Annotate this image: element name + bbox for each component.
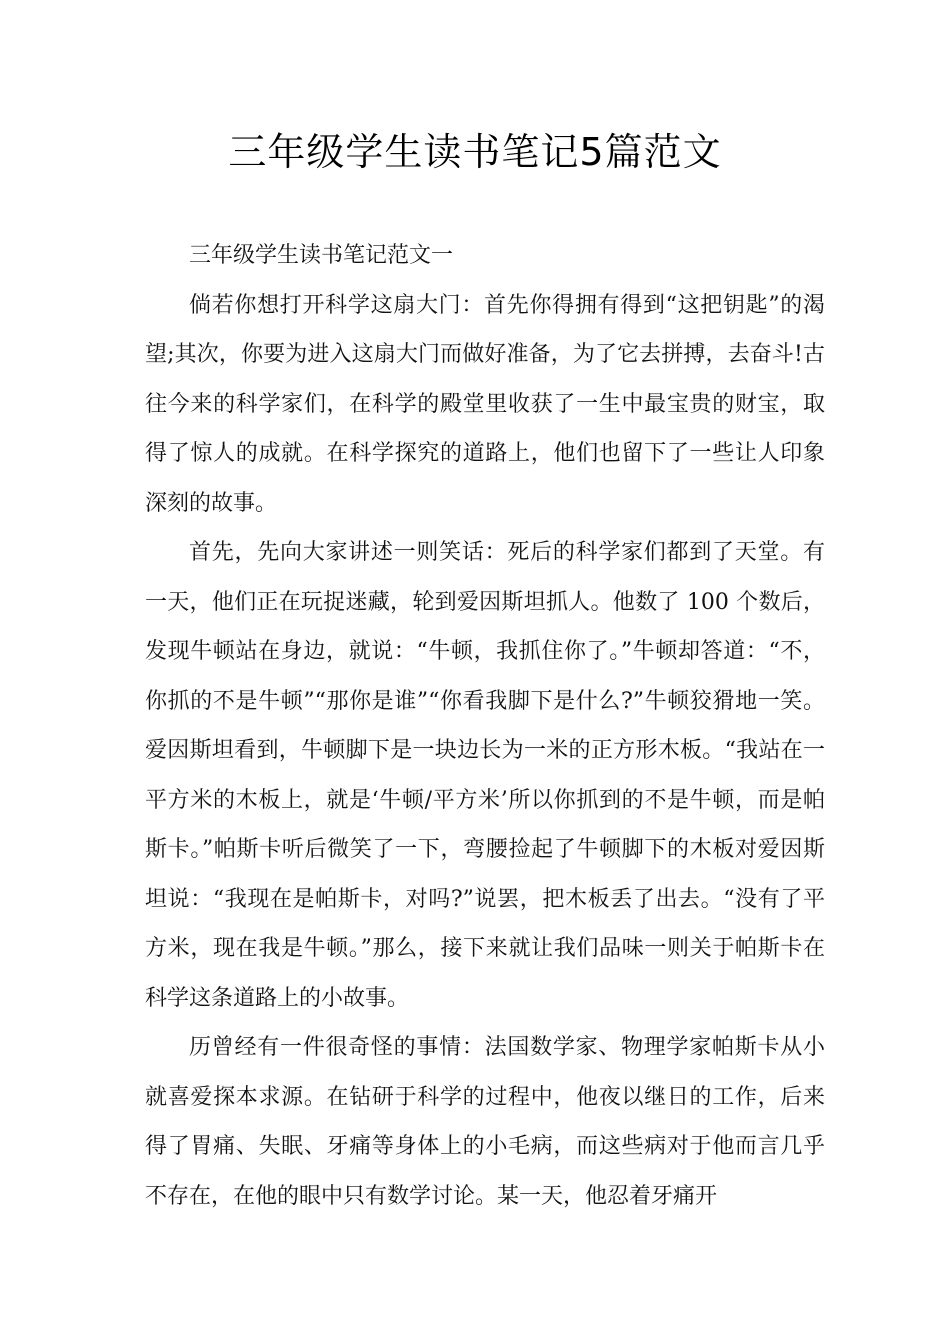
paragraph-2: 首先，先向大家讲述一则笑话：死后的科学家们都到了天堂。有一天，他们正在玩捉迷藏，轮到爱因斯坦抓人。他数了 100 个数后，发现牛顿站在身边，就说：“牛顿，我抓住你了。”牛顿却答道：“不，你抓的不是牛顿”“那你是谁”“你看我脚下是什么?”牛顿狡猾地一笑。爱因斯坦看到，牛顿脚下是一块边长为一米的正方形木板。“我站在一平方米的木板上，就是‘牛顿/平方米’所以你抓到的不是牛顿，而是帕斯卡。”帕斯卡听后微笑了一下，弯腰捡起了牛顿脚下的木板对爱因斯坦说：“我现在是帕斯卡，对吗?”说罢，把木板丢了出去。“没有了平方米，现在我是牛顿。”那么，接下来就让我们品味一则关于帕斯卡在科学这条道路上的小故事。 xyxy=(145,540,825,1011)
paragraph-3: 历曾经有一件很奇怪的事情：法国数学家、物理学家帕斯卡从小就喜爱探本求源。在钻研于科学的过程中，他夜以继日的工作，后来得了胃痛、失眠、牙痛等身体上的小毛病，而这些病对于他而言几乎不存在，在他的眼中只有数学讨论。某一天，他忍着牙痛开 xyxy=(145,1035,825,1209)
document-title: 三年级学生读书笔记5篇范文 xyxy=(228,130,722,174)
document-body xyxy=(145,231,825,1221)
paragraph-1: 倘若你想打开科学这扇大门：首先你得拥有得到“这把钥匙”的渴望;其次，你要为进入这扇大门而做好准备，为了它去拼搏，去奋斗!古往今来的科学家们，在科学的殿堂里收获了一生中最宝贵的财宝，取得了惊人的成就。在科学探究的道路上，他们也留下了一些让人印象深刻的故事。 xyxy=(145,292,825,516)
section-heading: 三年级学生读书笔记范文一 xyxy=(189,243,454,268)
